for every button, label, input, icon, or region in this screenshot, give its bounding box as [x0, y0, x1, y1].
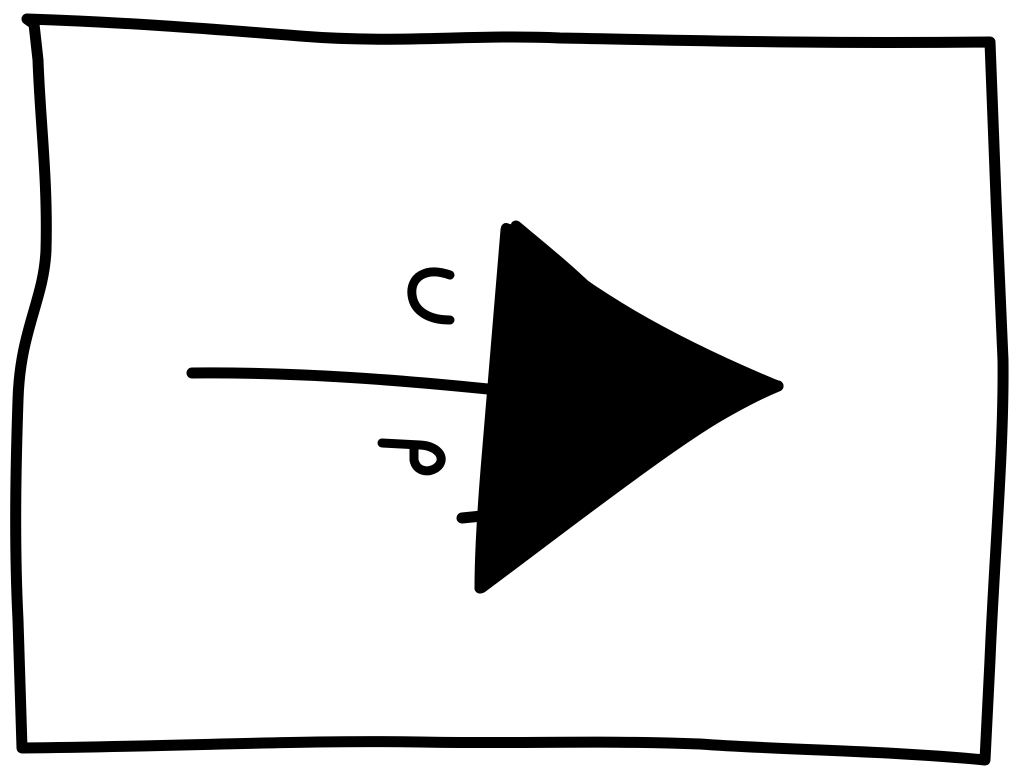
label-c-stroke — [412, 272, 450, 320]
triangle-symbol — [462, 226, 778, 588]
triangle-scribble-stroke — [462, 513, 570, 518]
label-p-stroke — [382, 443, 441, 471]
label-p: p — [470, 416, 507, 484]
input-line — [192, 373, 498, 390]
label-c: c — [470, 264, 502, 332]
